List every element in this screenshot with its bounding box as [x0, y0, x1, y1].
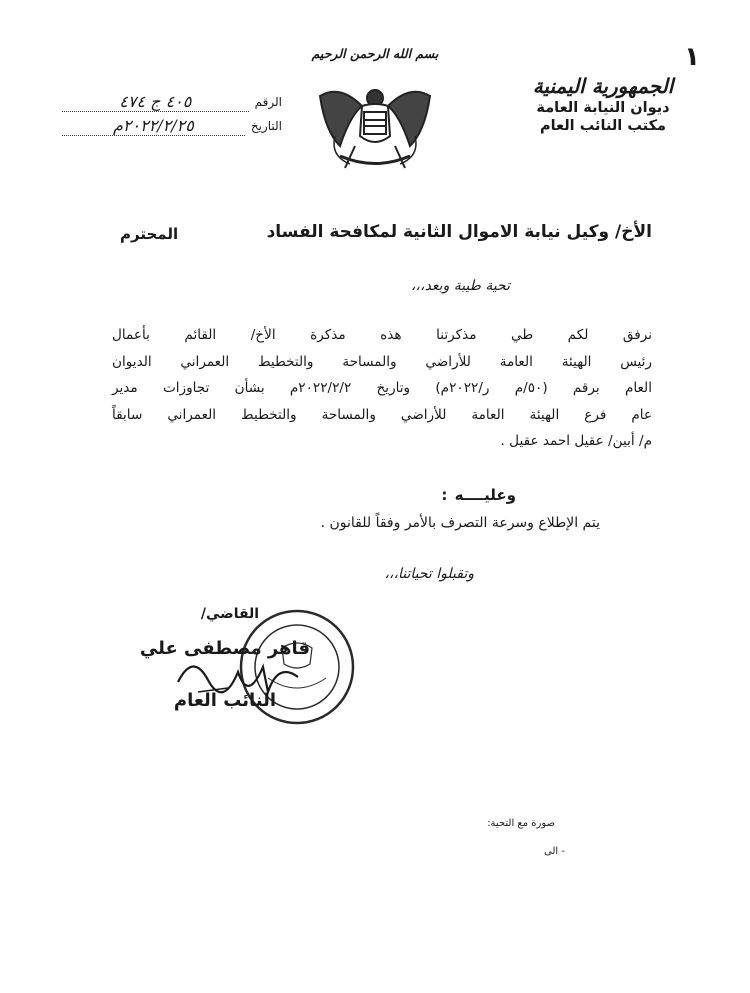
closing-salutation: وتقبلوا تحياتنا،،، — [384, 566, 474, 582]
reference-number-value: ٤٠٥ ج ٤٧٤ — [62, 92, 249, 112]
signatory-title: القاضي/ — [200, 606, 260, 622]
signatory-name: قاهر مصطفى علي — [139, 638, 311, 659]
addressee-line: الأخ/ وكيل نيابة الاموال الثانية لمكافحة الفساد — [266, 222, 652, 242]
conclusion-heading: وعليــــه : — [441, 486, 516, 504]
republic-name: الجمهورية اليمنية — [532, 74, 674, 98]
copies-recipient-label: - الى — [544, 846, 565, 857]
body-line: رئيس الهيئة العامة للأراضي والمساحة والتخطيط العمراني الديوان — [112, 353, 652, 370]
date-row — [62, 116, 282, 136]
reference-number-row — [62, 92, 282, 112]
date-label: التاريخ — [250, 119, 282, 133]
body-line: العام برقم (٥٠/م ر/٢٠٢٢م) وتاريخ ٢٠٢٢/٢/٢م بشأن تجاوزات مدير — [112, 380, 652, 396]
basmala-calligraphy: بسم الله الرحمن الرحيم — [311, 46, 439, 61]
body-line: م/ أبين/ عقيل احمد عقيل . — [500, 433, 652, 449]
directive-text: يتم الإطلاع وسرعة التصرف بالأمر وفقاً للقانون . — [320, 515, 600, 531]
handwritten-signature — [168, 642, 308, 706]
office-line-1: ديوان النيابة العامة — [536, 100, 670, 116]
page-number-mark: ١ — [684, 42, 700, 72]
office-line-2: مكتب النائب العام — [539, 118, 667, 135]
copies-to-label: صورة مع التحية: — [487, 818, 555, 829]
body-paragraph — [112, 322, 652, 455]
reference-number-label: الرقم — [254, 95, 282, 109]
body-line: عام فرع الهيئة العامة للأراضي والمساحة والتخطيط العمراني سابقاً — [112, 406, 652, 423]
yemen-eagle-emblem-icon — [300, 76, 450, 176]
greeting: تحية طيبة وبعد،،، — [411, 278, 510, 294]
date-value: ٢٠٢٢/٢/٢٥م — [62, 116, 245, 136]
signatory-office: النائب العام — [173, 690, 277, 711]
honorific: المحترم — [120, 225, 179, 243]
body-line: نرفق لكم طي مذكرتنا هذه مذكرة الأخ/ القائم بأعمال — [112, 327, 652, 343]
letterhead-institution — [518, 74, 688, 135]
